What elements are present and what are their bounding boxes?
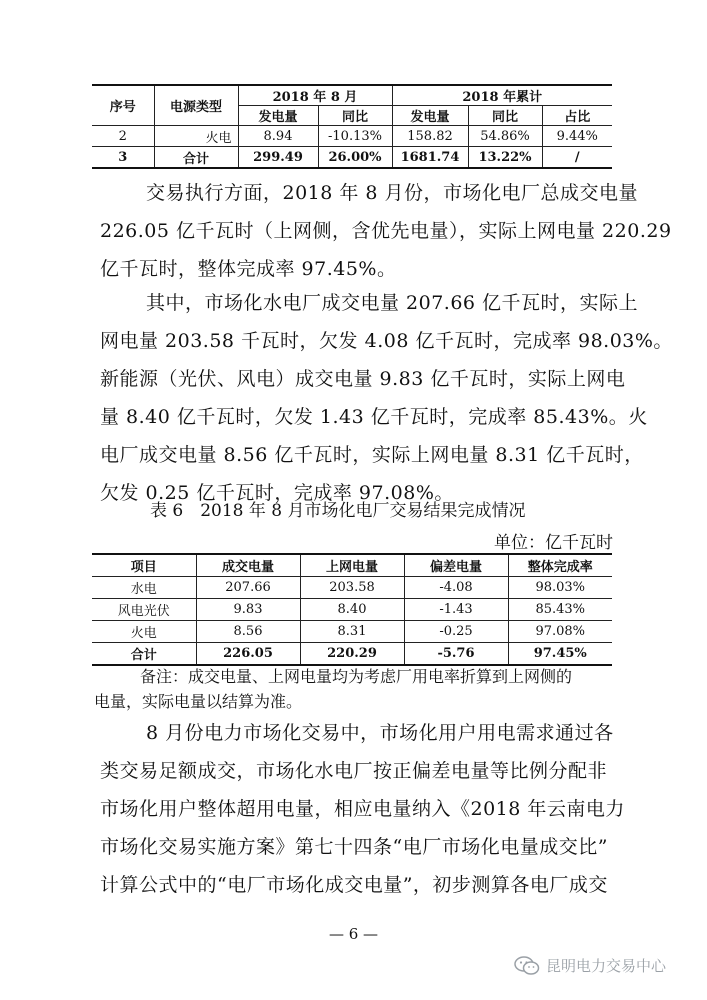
header-completion: 整体完成率 <box>508 554 612 577</box>
header-source-type: 电源类型 <box>154 85 238 126</box>
paragraph-allocation <box>100 714 625 904</box>
wechat-icon <box>514 956 540 976</box>
header-month-yoy: 同比 <box>318 106 392 126</box>
cell-cum-gen: 158.82 <box>392 126 468 147</box>
cell-month-yoy: -10.13% <box>318 126 392 147</box>
cell-month-gen: 8.94 <box>238 126 318 147</box>
text-line: 交易执行方面，2018 年 8 月份，市场化电厂总成交电量 <box>146 182 639 204</box>
watermark <box>514 955 666 976</box>
table-total-row <box>92 147 612 169</box>
watermark-text: 昆明电力交易中心 <box>546 957 667 975</box>
paragraph-execution <box>100 174 672 288</box>
text-line: 备注：成交电量、上网电量均为考虑厂用电率折算到上网侧的 <box>140 667 573 686</box>
cell-cum-yoy: 13.22% <box>468 147 542 169</box>
cell-deviation: -4.08 <box>404 577 508 599</box>
text-line: 量 8.40 亿千瓦时，欠发 1.43 亿千瓦时，完成率 85.43%。火 <box>100 406 648 428</box>
cell-completion: 85.43% <box>508 599 612 621</box>
header-item: 项目 <box>92 554 196 577</box>
header-traded: 成交电量 <box>196 554 300 577</box>
header-deviation: 偏差电量 <box>404 554 508 577</box>
cell-share: 9.44% <box>542 126 612 147</box>
text-line: 电量，实际电量以结算为准。 <box>94 692 303 711</box>
text-line: 市场化交易实施方案》第七十四条“电厂市场化电量成交比” <box>100 836 608 858</box>
text-line: 226.05 亿千瓦时（上网侧，含优先电量），实际上网电量 220.29 <box>100 220 672 242</box>
cell-traded: 207.66 <box>196 577 300 599</box>
text-line: 新能源（光伏、风电）成交电量 9.83 亿千瓦时，实际上网电 <box>100 368 626 390</box>
text-line: 类交易足额成交，市场化水电厂按正偏差电量等比例分配非 <box>100 760 608 782</box>
cell-completion: 98.03% <box>508 577 612 599</box>
text-line: 其中，市场化水电厂成交电量 207.66 亿千瓦时，实际上 <box>146 292 639 314</box>
header-cumulative-group: 2018 年累计 <box>392 85 612 106</box>
cell-grid: 8.31 <box>300 621 404 643</box>
header-month-group: 2018 年 8 月 <box>238 85 392 106</box>
cell-item: 风电光伏 <box>92 599 196 621</box>
header-seq: 序号 <box>92 85 154 126</box>
cell-type: 火电 <box>154 126 238 147</box>
header-share: 占比 <box>542 106 612 126</box>
text-line: 电厂成交电量 8.56 亿千瓦时，实际上网电量 8.31 亿千瓦时， <box>100 444 644 466</box>
cell-item: 水电 <box>92 577 196 599</box>
paragraph-breakdown <box>100 284 673 512</box>
cell-share: / <box>542 147 612 169</box>
table-row <box>92 599 612 621</box>
table-header-row <box>92 85 612 106</box>
cell-item: 合计 <box>92 643 196 666</box>
cell-grid: 203.58 <box>300 577 404 599</box>
cell-deviation: -0.25 <box>404 621 508 643</box>
cell-completion: 97.45% <box>508 643 612 666</box>
cell-cum-gen: 1681.74 <box>392 147 468 169</box>
cell-type: 合计 <box>154 147 238 169</box>
cell-traded: 9.83 <box>196 599 300 621</box>
text-line: 亿千瓦时，整体完成率 97.45%。 <box>100 258 397 280</box>
text-line: 欠发 0.25 亿千瓦时，完成率 97.08%。 <box>100 482 454 504</box>
text-line: 计算公式中的“电厂市场化成交电量”，初步测算各电厂成交 <box>100 874 608 896</box>
header-cum-yoy: 同比 <box>468 106 542 126</box>
table-caption: 表 6 2018 年 8 月市场化电厂交易结果完成情况 <box>150 501 526 521</box>
generation-table <box>92 84 612 169</box>
cell-cum-yoy: 54.86% <box>468 126 542 147</box>
table-row <box>92 577 612 599</box>
header-cum-generation: 发电量 <box>392 106 468 126</box>
cell-item: 火电 <box>92 621 196 643</box>
cell-seq: 3 <box>92 147 154 169</box>
cell-deviation: -1.43 <box>404 599 508 621</box>
cell-traded: 8.56 <box>196 621 300 643</box>
text-line: 市场化用户整体超用电量，相应电量纳入《2018 年云南电力 <box>100 798 625 820</box>
table-total-row <box>92 643 612 666</box>
cell-completion: 97.08% <box>508 621 612 643</box>
cell-traded: 226.05 <box>196 643 300 666</box>
cell-seq: 2 <box>92 126 154 147</box>
table-unit: 单位：亿千瓦时 <box>494 533 613 553</box>
cell-deviation: -5.76 <box>404 643 508 666</box>
cell-grid: 8.40 <box>300 599 404 621</box>
cell-grid: 220.29 <box>300 643 404 666</box>
table-note <box>94 664 608 714</box>
text-line: 8 月份电力市场化交易中，市场化用户用电需求通过各 <box>146 722 614 744</box>
text-line: 网电量 203.58 千瓦时，欠发 4.08 亿千瓦时，完成率 98.03%。 <box>100 330 673 352</box>
completion-table <box>92 553 612 666</box>
header-grid: 上网电量 <box>300 554 404 577</box>
table-header-row <box>92 554 612 577</box>
cell-month-gen: 299.49 <box>238 147 318 169</box>
header-month-generation: 发电量 <box>238 106 318 126</box>
table-row <box>92 126 612 147</box>
page-number: — 6 — <box>328 925 379 943</box>
cell-month-yoy: 26.00% <box>318 147 392 169</box>
table-row <box>92 621 612 643</box>
